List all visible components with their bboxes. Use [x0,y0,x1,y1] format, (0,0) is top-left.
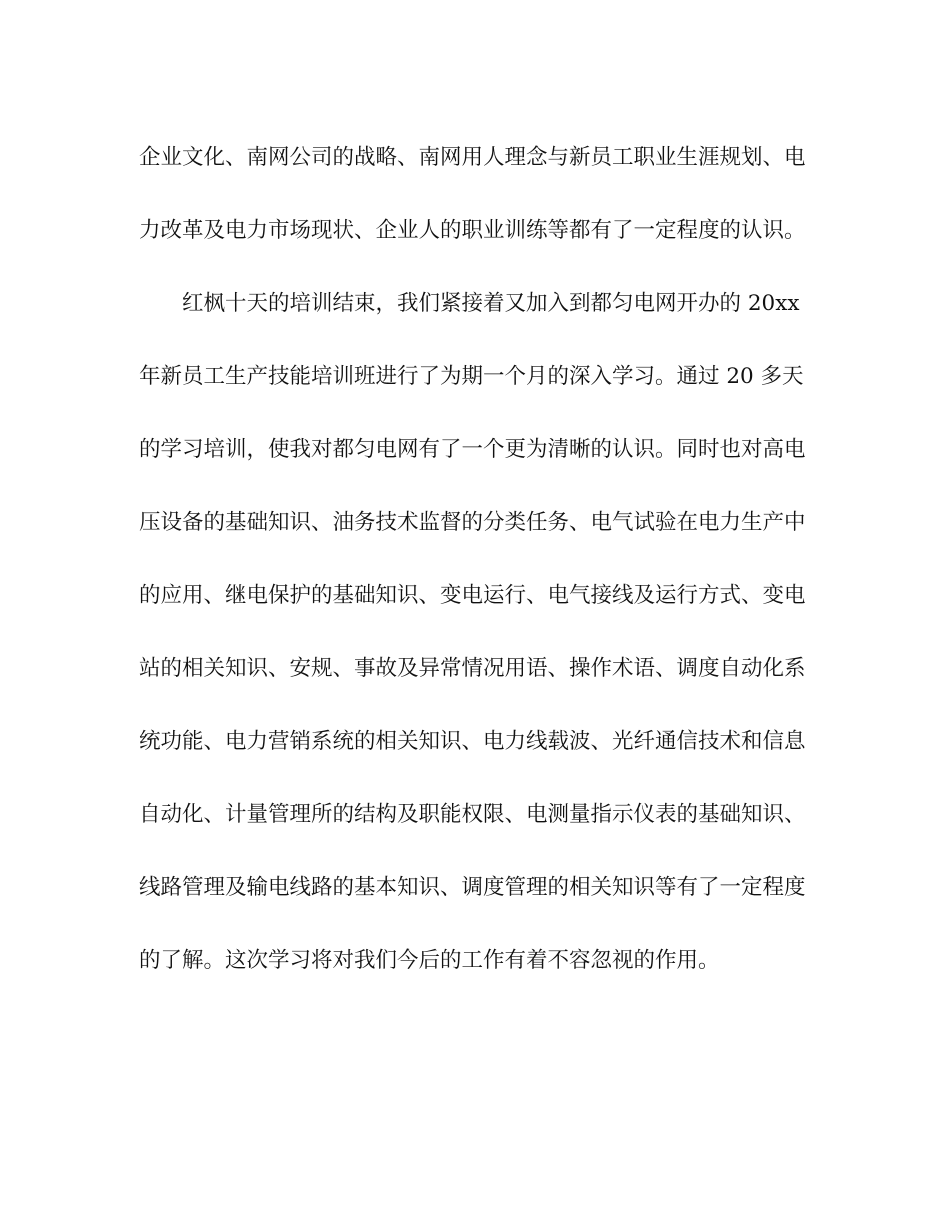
body-text [139,138,829,1014]
text-line-6: 压设备的基础知识、油务技术监督的分类任务、电气试验在电力生产中 [139,510,806,535]
text-line-9: 统功能、电力营销系统的相关知识、电力线载波、光纤通信技术和信息 [139,729,806,754]
text-line-8: 站的相关知识、安规、事故及异常情况用语、操作术语、调度自动化系 [139,656,806,681]
text-line-12: 的了解。这次学习将对我们今后的工作有着不容忽视的作用。 [139,948,720,973]
text-line-11: 线路管理及输电线路的基本知识、调度管理的相关知识等有了一定程度 [139,875,806,900]
text-line-4: 年新员工生产技能培训班进行了为期一个月的深入学习。通过 20 多天 [139,364,804,389]
text-line-7: 的应用、继电保护的基础知识、变电运行、电气接线及运行方式、变电 [139,583,806,608]
text-line-1: 企业文化、南网公司的战略、南网用人理念与新员工职业生涯规划、电 [139,145,806,170]
text-line-2: 力改革及电力市场现状、企业人的职业训练等都有了一定程度的认识。 [139,218,806,243]
paragraph-start-line: 红枫十天的培训结束，我们紧接着又加入到都匀电网开办的 20xx [182,291,800,316]
text-line-5: 的学习培训，使我对都匀电网有了一个更为清晰的认识。同时也对高电 [139,437,806,462]
text-line-10: 自动化、计量管理所的结构及职能权限、电测量指示仪表的基础知识、 [139,802,806,827]
